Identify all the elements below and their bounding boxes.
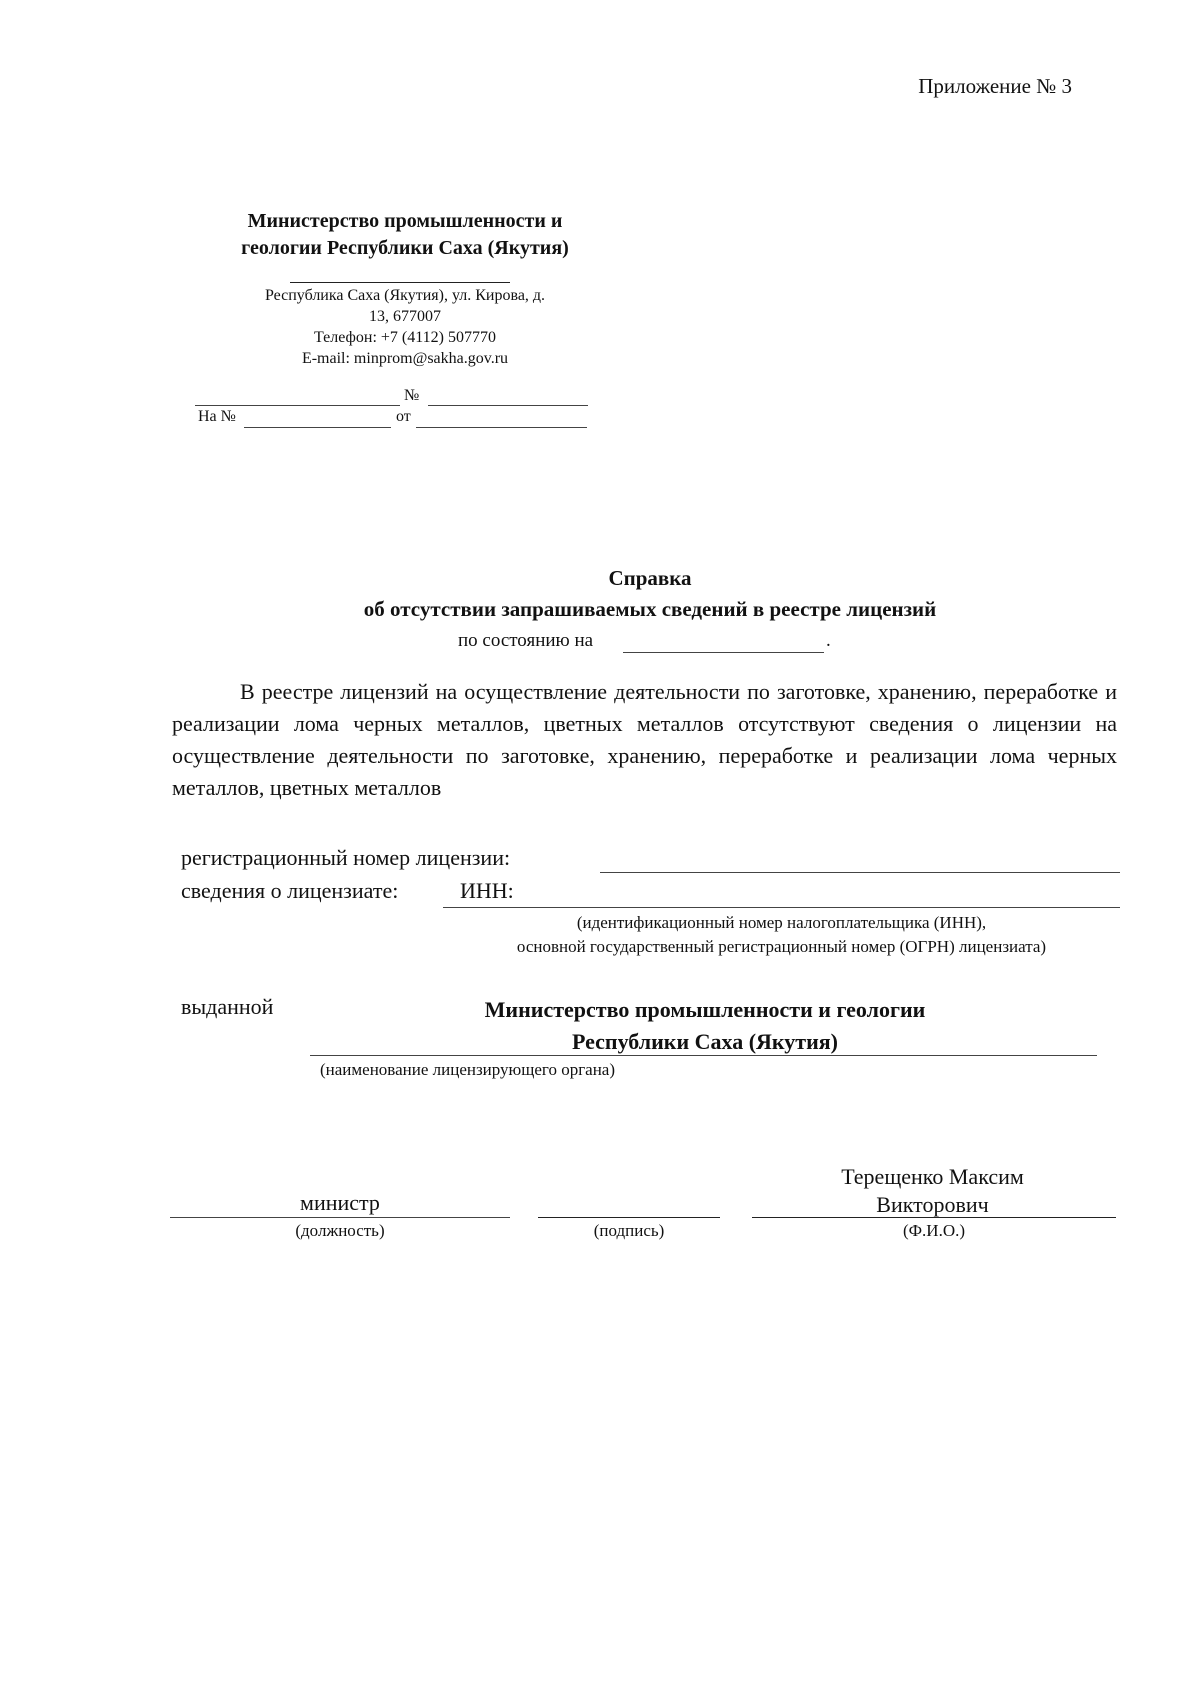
issuer-line1: Министерство промышленности и геологии	[484, 997, 926, 1022]
inn-line	[443, 907, 1120, 908]
inn-hint	[443, 911, 1120, 959]
licensee-label: сведения о лицензиате:	[181, 878, 399, 903]
reference-from-label: от	[396, 408, 411, 425]
outgoing-date-line	[195, 405, 400, 406]
document-title: Справка	[608, 566, 692, 590]
letterhead-org-line2: геологии Республики Саха (Якутия)	[241, 237, 569, 259]
issuer-line	[310, 1055, 1097, 1056]
letterhead-contacts	[220, 285, 590, 369]
letterhead-org-line1: Министерство промышленности и	[247, 210, 563, 232]
outgoing-number-line	[428, 405, 588, 406]
inn-label: ИНН:	[460, 878, 514, 903]
full-name-hint: (Ф.И.О.)	[902, 1221, 966, 1240]
as-of-prefix: по состоянию на	[458, 630, 594, 651]
signature-hint: (подпись)	[593, 1221, 665, 1240]
reg-number-label: регистрационный номер лицензии:	[181, 845, 511, 870]
full-name-line2: Викторович	[876, 1192, 989, 1217]
email-line: E-mail: minprom@sakha.gov.ru	[301, 350, 509, 367]
address-line2: 13, 677007	[369, 308, 441, 325]
phone-line: Телефон: +7 (4112) 507770	[313, 329, 496, 346]
full-name-line1: Терещенко Максим	[841, 1164, 1024, 1189]
position-value: министр	[300, 1190, 380, 1215]
as-of-suffix: .	[826, 630, 831, 651]
position-hint: (должность)	[295, 1221, 385, 1240]
as-of-date-line	[623, 652, 824, 653]
position-line	[170, 1217, 510, 1218]
issued-label: выданной	[181, 994, 274, 1019]
issuer-line2: Республики Саха (Якутия)	[571, 1029, 839, 1054]
inn-hint-line1: (идентификационный номер налогоплательщика (ИНН),	[576, 913, 987, 932]
full-name-line	[752, 1217, 1116, 1218]
outgoing-number-mark: №	[404, 387, 420, 404]
issuer-hint: (наименование лицензирующего органа)	[320, 1060, 616, 1079]
full-name	[750, 1163, 1115, 1219]
letterhead-divider	[290, 282, 510, 283]
reference-date-line	[416, 427, 587, 428]
annex-label: Приложение № 3	[918, 74, 1072, 98]
signature-line	[538, 1217, 720, 1218]
address-line1: Республика Саха (Якутия), ул. Кирова, д.	[264, 287, 546, 304]
document-subtitle: об отсутствии запрашиваемых сведений в реестре лицензий	[363, 597, 937, 621]
inn-hint-line2: основной государственный регистрационный номер (ОГРН) лицензиата)	[516, 937, 1047, 956]
reg-number-line	[600, 872, 1120, 873]
issuer-name	[310, 994, 1100, 1058]
body-paragraph: В реестре лицензий на осуществление деятельности по заготовке, хранению, переработке и реализации лома черных металлов, цветных металлов отсутствуют сведения о лицензии на осуществление деятельности по заготовке, хранению, переработке и реализации лома черных металлов, цветных металлов	[172, 679, 1117, 800]
reference-number-line	[244, 427, 391, 428]
reference-number-label: На №	[198, 408, 236, 425]
letterhead-organization	[190, 208, 620, 262]
